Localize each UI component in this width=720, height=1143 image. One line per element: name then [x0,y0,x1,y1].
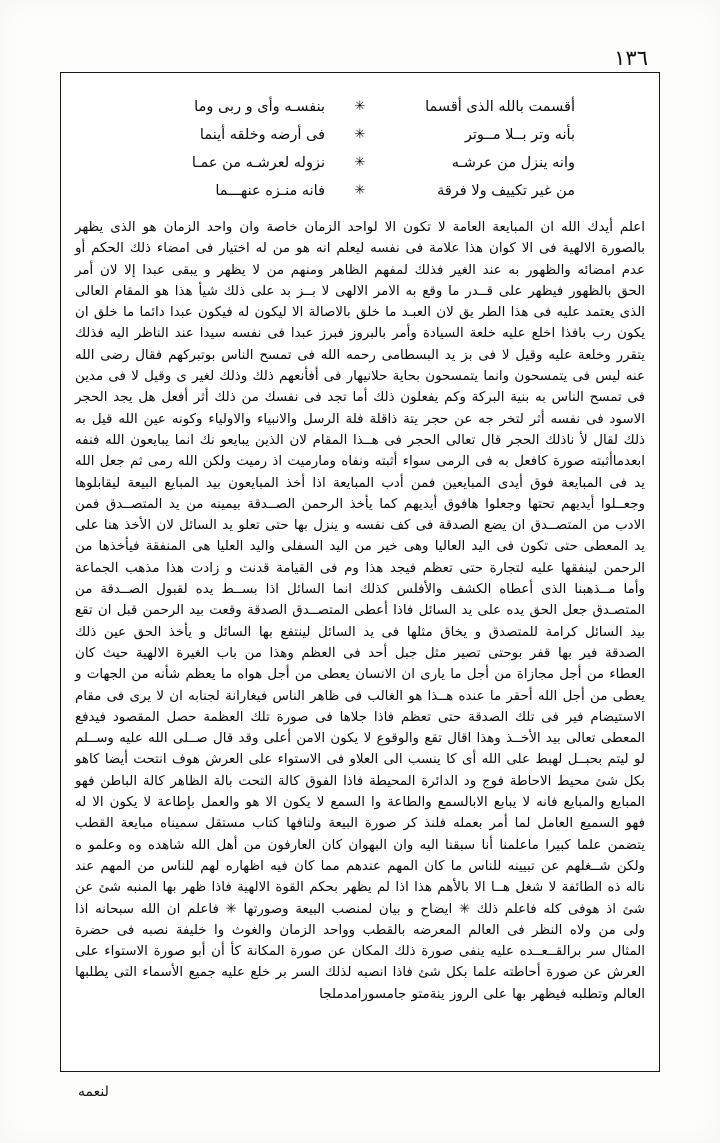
catchword: لنعمه [78,1084,109,1100]
verse-hemistich-first: بأنه وتر بــلا مــوتر [464,127,575,143]
verse-line [145,123,575,147]
verse-hemistich-second: بنفسـه وأى و ربى وما [194,99,325,115]
page-number: ١٣٦ [614,46,648,70]
verse-separator-icon: ✳ [354,155,366,170]
text-block [75,83,645,1065]
verse-block [145,95,575,203]
verse-separator-icon: ✳ [354,127,366,142]
verse-hemistich-first: وانه ينزل من عرشـه [451,155,575,171]
verse-line [145,95,575,119]
verse-hemistich-second: فى أرضه وخلقه أينما [199,127,325,143]
verse-hemistich-second: فانه منـزه عنهـــما [215,183,325,199]
verse-line [145,151,575,175]
verse-hemistich-first: أقسمت بالله الذى أقسما [425,99,575,115]
verse-line [145,179,575,203]
verse-hemistich-second: نزوله لعرشـه من عمـا [191,155,325,171]
verse-separator-icon: ✳ [354,99,366,114]
body-paragraph-container [75,217,645,1005]
verse-separator-icon: ✳ [354,183,366,198]
text-frame [60,72,660,1072]
verse-hemistich-first: من غير تكييف ولا فرقة [437,183,575,199]
body-paragraph: اعلم أيدك الله ان المبايعة العامة لا تكون الا لواحد الزمان خاصة وان واحد الزمان هو الذى يظهر بالصورة الالهية فى الا كوان هذا علامة فى نفسه ليعلم انه هو من له اختيار فى امضاء ذلك الحكم أو عدم امضائه والظهور به عند الغير فذلك لمفهم الظاهر ومنهم من لا يظهر و يبقى عبدا إلا لان أمر الحق بالظهور فيظهر على قــدر ما وقع به الامر الالهى لا بــز بد على ذلك شيأ هذا هو المقام العالى الذى يعتمد عليه فى هذا الطر يق لان العبـد ما خلق بالاصالة الا ليكون له فيكون عبدا دائما ما خلق ان يكون رب بافذا اخلع عليه خلعة السيادة وأمر بالبروز فبرز عبدا فى نفسه سيدا عند الناظر اليه فذلك يتقرر وخلعة عليه وقيل لا فى بز يد البسطامى رحمه الله فى تمسح الناس بوتبركهم فقال رضى الله عنه ليس فى يتمسحون وانما يتمسحون بحاية حلانيهار فى أفأنعهم ذلك وذلك لغير ى وقيل لا فى مدين فى تمسح الناس به بنية البركة وكم يفعلون ذلك أما تجد فى نفسك من ذلك أثر أفعل هل يجد الحجر الاسود فى نفسه أثر لتخر جه عن حجر يتة ذاقلة فلة الرسل والانبياء والاولياء وكونه عين الله قيل به ذلك لقال لأ ناذلك الحجر قال تعالى الحجر فى هــذا المقام لان الذين يبايعو نك انما يبايعون الله فنفه ابعدماأثبته صورة كافعل به فى الرمى سواء أثبته ونفاه ومارميت اذ رميت ولكن الله رمى ثم جعل الله يد فى المبايعة فوق أيدى المبايعين فمن أدب المبايعة اذا أخذ المبايعون بيد المبايع البيعة ليقابلوها وجعــلوا أيديهم تحتها وجعلوا هافوق أيديهم كما يأخذ الرحمن الصــدقة بيمينه من يد المتصــدق فمن الادب من المتصــدق ان يضع الصدقة فى كف نفسه و ينزل بها حتى تعلو يد السائل لان الأخذ هنا على يد المعطى حتى تكون فى اليد العاليا وهى خير من اليد السفلى واليد العليا هى المنفقة فيأخذها من الرحمن لينفقها عليه لتجارة حتى تعظم فيجد هذا وم فى القيامة قدنت و زادت هذا مذهب الجماعة وأما مــذهبنا الذى أعطاه الكشف والأفلس كذلك انما السائل اذا بســط يده لقبول الصــدقة من المتصـدق جعل الحق يده على يد السائل فاذا أعطى المتصــدق الصدقة وقعت بيد الرحمن قبل ان تقع بيد السائل كرامة للمتصدق و يخاق مثلها فى يد السائل لينتفع بها السائل و يأخذ الحق عين ذلك الصدقة فير بها قفر بوحتى تصير مثل جبل أحد فى العظم وهذا من باب الغيرة الالهية حيث كان العطاء من أجل مجازاة من أجل ما يارى ان الانسان يعطى من أجل هواه ما يعظم شأنه من الجهات و يعطى من أجل الله أحقر ما عنده هــذا هو الغالب فى ظاهر الناس فيغارانة لجنابه ان لا يرى فى مقام الاستيضام فير فى تلك الصدقة حتى تعظم فاذا جلاها فى صورة تلك العظمة حصل المقصود فيدفع المعطى تعالى بيد الأخــذ وهذا اقال تقع والوقوع لا يكون الامن أعلى وقد قال صــلى الله عليه وســلم لو ليتم بحبــل لهبط على الله أى كا ينسب الى العلاو فى الاستواء على العرش هوف انتحت أيضا كاهو بكل شئ محيط الاحاطة فوج ود الدائرة المحيطة فاذا الفوق كالة التحت بالة الظاهر كالة الباطن فهو المبايع والمبايع فانه لا يبابع الابالسمع والطاعة وا السمع لا يكون الا هو والعمل بإطاعة لا يكون الا له فهو السميع العامل لما أمر بعمله فلنذ كر صورة البيعة ولنافها كتاب مستقل سميناه مبايعة القطب يتضمن علما كبيرا ماعلمنا أنا سبقنا اليه وان البهوان كان العارفون من أهل الله شاهده وه وعلمو ه ولكن شــغلهم عن تبيينه للناس ما كان المهم عندهم مما كان فيه اظهاره لهم للناس من المهم عند ناله ذه الطائفة لا شغل هــا الا بالأهم هذا اذا لم يظهر بحكم القوة الالهية فاذا ظهر بها المنبه شئ عن شئ اذ هوفى كله فاعلم ذلك ✳ ايضاح و بيان لمنصب البيعة وصورتها ✳ فاعلم ان الله سبحانه اذا ولى من ولاه النظر فى العالم المعرضه بالقطب وواحد الزمان والغوث وا خليفة نصبه فى حضرة المثال سر برالقــعــده عليه ينفى صورة ذلك المكان عن صورة المكانة كأ أن أبو صورة الاستواء على العرش عن صورة أحاطته علما بكل شئ فاذا انصبه لذلك السر بر خلع عليه جميع الأسماء التى يطلبها العالم وتطلبه فيظهر بها على الروز ينةمتو جامسورامدملجا [75,220,645,1002]
